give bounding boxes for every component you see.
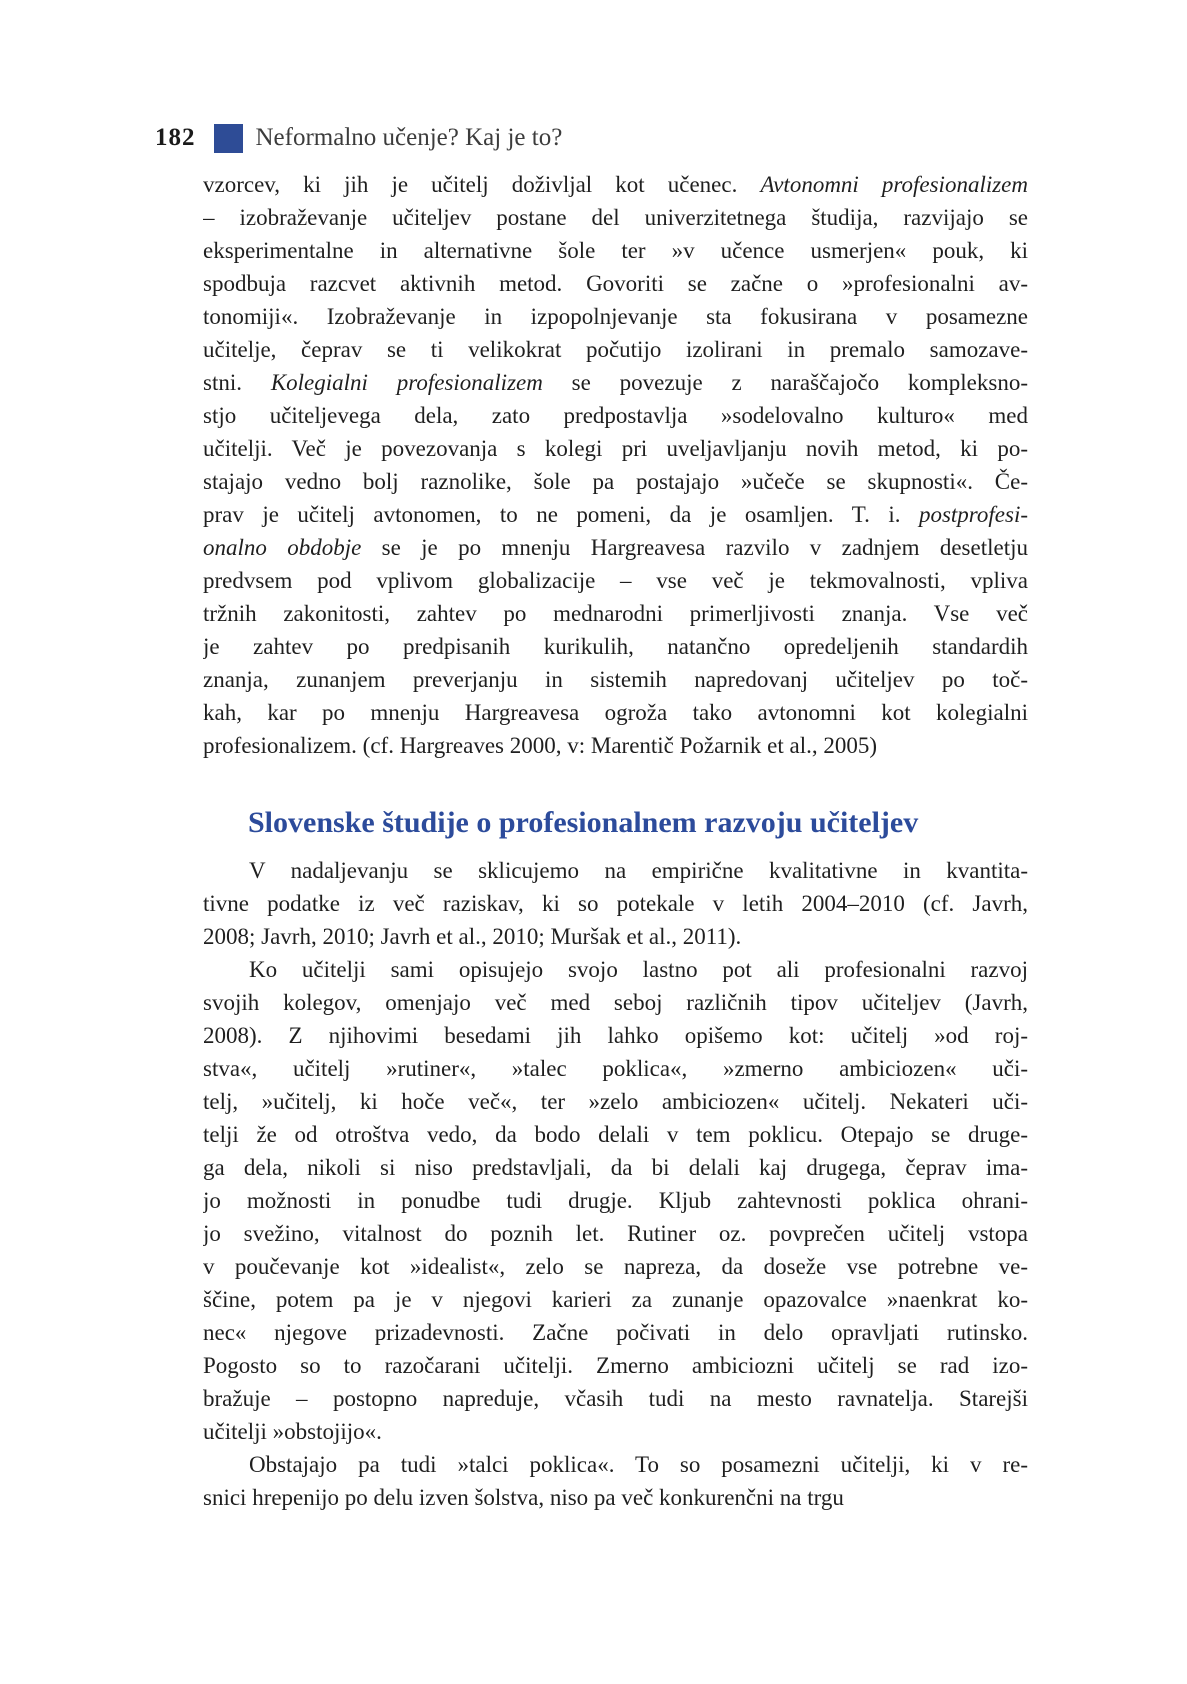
text-line: jo svežino, vitalnost do poznih let. Rutiner oz. povprečen učitelj vstopa [203,1221,1028,1246]
blue-square-marker-icon [214,124,243,153]
text-line: je zahtev po predpisanih kurikulih, natančno opredeljenih standardih [203,634,1028,659]
text-line: tonomiji«. Izobraževanje in izpopolnjevanje sta fokusirana v posamezne [203,304,1028,329]
text-line: vzorcev, ki jih je učitelj doživljal kot učenec. Avtonomni profesionalizem [203,172,1028,197]
text-line: učitelji »obstojijo«. [203,1419,382,1444]
text-line: ga dela, nikoli si niso predstavljali, da bi delali kaj drugega, čeprav ima- [203,1155,1028,1180]
text-line: V nadaljevanju se sklicujemo na empirične kvalitativne in kvantita- [249,858,1028,883]
text-line: nec« njegove prizadevnosti. Začne počivati in delo opravljati rutinsko. [203,1320,1028,1345]
text-line: Obstajajo pa tudi »talci poklica«. To so posamezni učitelji, ki v re- [249,1452,1028,1477]
text-line: znanja, zunanjem preverjanju in sistemih napredovanj učiteljev po toč- [203,667,1028,692]
text-line: spodbuja razcvet aktivnih metod. Govoriti se začne o »profesionalni av- [203,271,1028,296]
text-line: prav je učitelj avtonomen, to ne pomeni, da je osamljen. T. i. postprofesi- [203,502,1028,527]
text-line: snici hrepenijo po delu izven šolstva, niso pa več konkurenčni na trgu [203,1485,844,1510]
text-line: ščine, potem pa je v njegovi karieri za zunanje opazovalce »naenkrat ko- [203,1287,1028,1312]
text-line: predvsem pod vplivom globalizacije – vse več je tekmovalnosti, vpliva [203,568,1028,593]
text-line: Ko učitelji sami opisujejo svojo lastno pot ali profesionalni razvoj [249,957,1028,982]
text-line: – izobraževanje učiteljev postane del univerzitetnega študija, razvijajo se [203,205,1028,230]
text-line: stni. Kolegialni profesionalizem se povezuje z naraščajočo kompleksno- [203,370,1028,395]
text-line: 2008; Javrh, 2010; Javrh et al., 2010; Muršak et al., 2011). [203,924,742,949]
paragraph [203,854,1028,953]
paragraph-continuation [203,168,1028,762]
text-line: Pogosto so to razočarani učitelji. Zmerno ambiciozni učitelj se rad izo- [203,1353,1028,1378]
text-line: stva«, učitelj »rutiner«, »talec poklica«, »zmerno ambiciozen« uči- [203,1056,1028,1081]
running-header [155,122,562,154]
page-number: 182 [155,124,196,151]
text-line: profesionalizem. (cf. Hargreaves 2000, v: Marentič Požarnik et al., 2005) [203,733,878,758]
paragraph [203,1448,1028,1514]
text-line: učitelje, čeprav se ti velikokrat počutijo izolirani in premalo samozave- [203,337,1028,362]
text-line: tržnih zakonitosti, zahtev po mednarodni primerljivosti znanja. Vse več [203,601,1028,626]
text-line: učitelji. Več je povezovanja s kolegi pri uveljavljanju novih metod, ki po- [203,436,1028,461]
text-line: telji že od otroštva vedo, da bodo delali v tem poklicu. Otepajo se druge- [203,1122,1028,1147]
text-line: jo možnosti in ponudbe tudi drugje. Kljub zahtevnosti poklica ohrani- [203,1188,1028,1213]
text-line: v poučevanje kot »idealist«, zelo se napreza, da doseže vse potrebne ve- [203,1254,1028,1279]
paragraph [203,953,1028,1448]
text-line: telj, »učitelj, ki hoče več«, ter »zelo ambiciozen« učitelj. Nekateri uči- [203,1089,1028,1114]
text-line: 2008). Z njihovimi besedami jih lahko opišemo kot: učitelj »od roj- [203,1023,1028,1048]
text-line: onalno obdobje se je po mnenju Hargreavesa razvilo v zadnjem desetletju [203,535,1028,560]
text-line: tivne podatke iz več raziskav, ki so potekale v letih 2004–2010 (cf. Javrh, [203,891,1028,916]
text-line: bražuje – postopno napreduje, včasih tudi na mesto ravnatelja. Starejši [203,1386,1028,1411]
page-body [203,168,1028,1514]
text-line: stjo učiteljevega dela, zato predpostavlja »sodelovalno kulturo« med [203,403,1028,428]
text-line: stajajo vedno bolj raznolike, šole pa postajajo »učeče se skupnosti«. Če- [203,469,1028,494]
text-line: kah, kar po mnenju Hargreavesa ogroža tako avtonomni kot kolegialni [203,700,1028,725]
section-heading: Slovenske študije o profesionalnem razvoju učiteljev [248,806,919,839]
text-line: eksperimentalne in alternativne šole ter »v učence usmerjen« pouk, ki [203,238,1028,263]
running-title: Neformalno učenje? Kaj je to? [255,124,563,151]
text-line: svojih kolegov, omenjajo več med seboj različnih tipov učiteljev (Javrh, [203,990,1028,1015]
